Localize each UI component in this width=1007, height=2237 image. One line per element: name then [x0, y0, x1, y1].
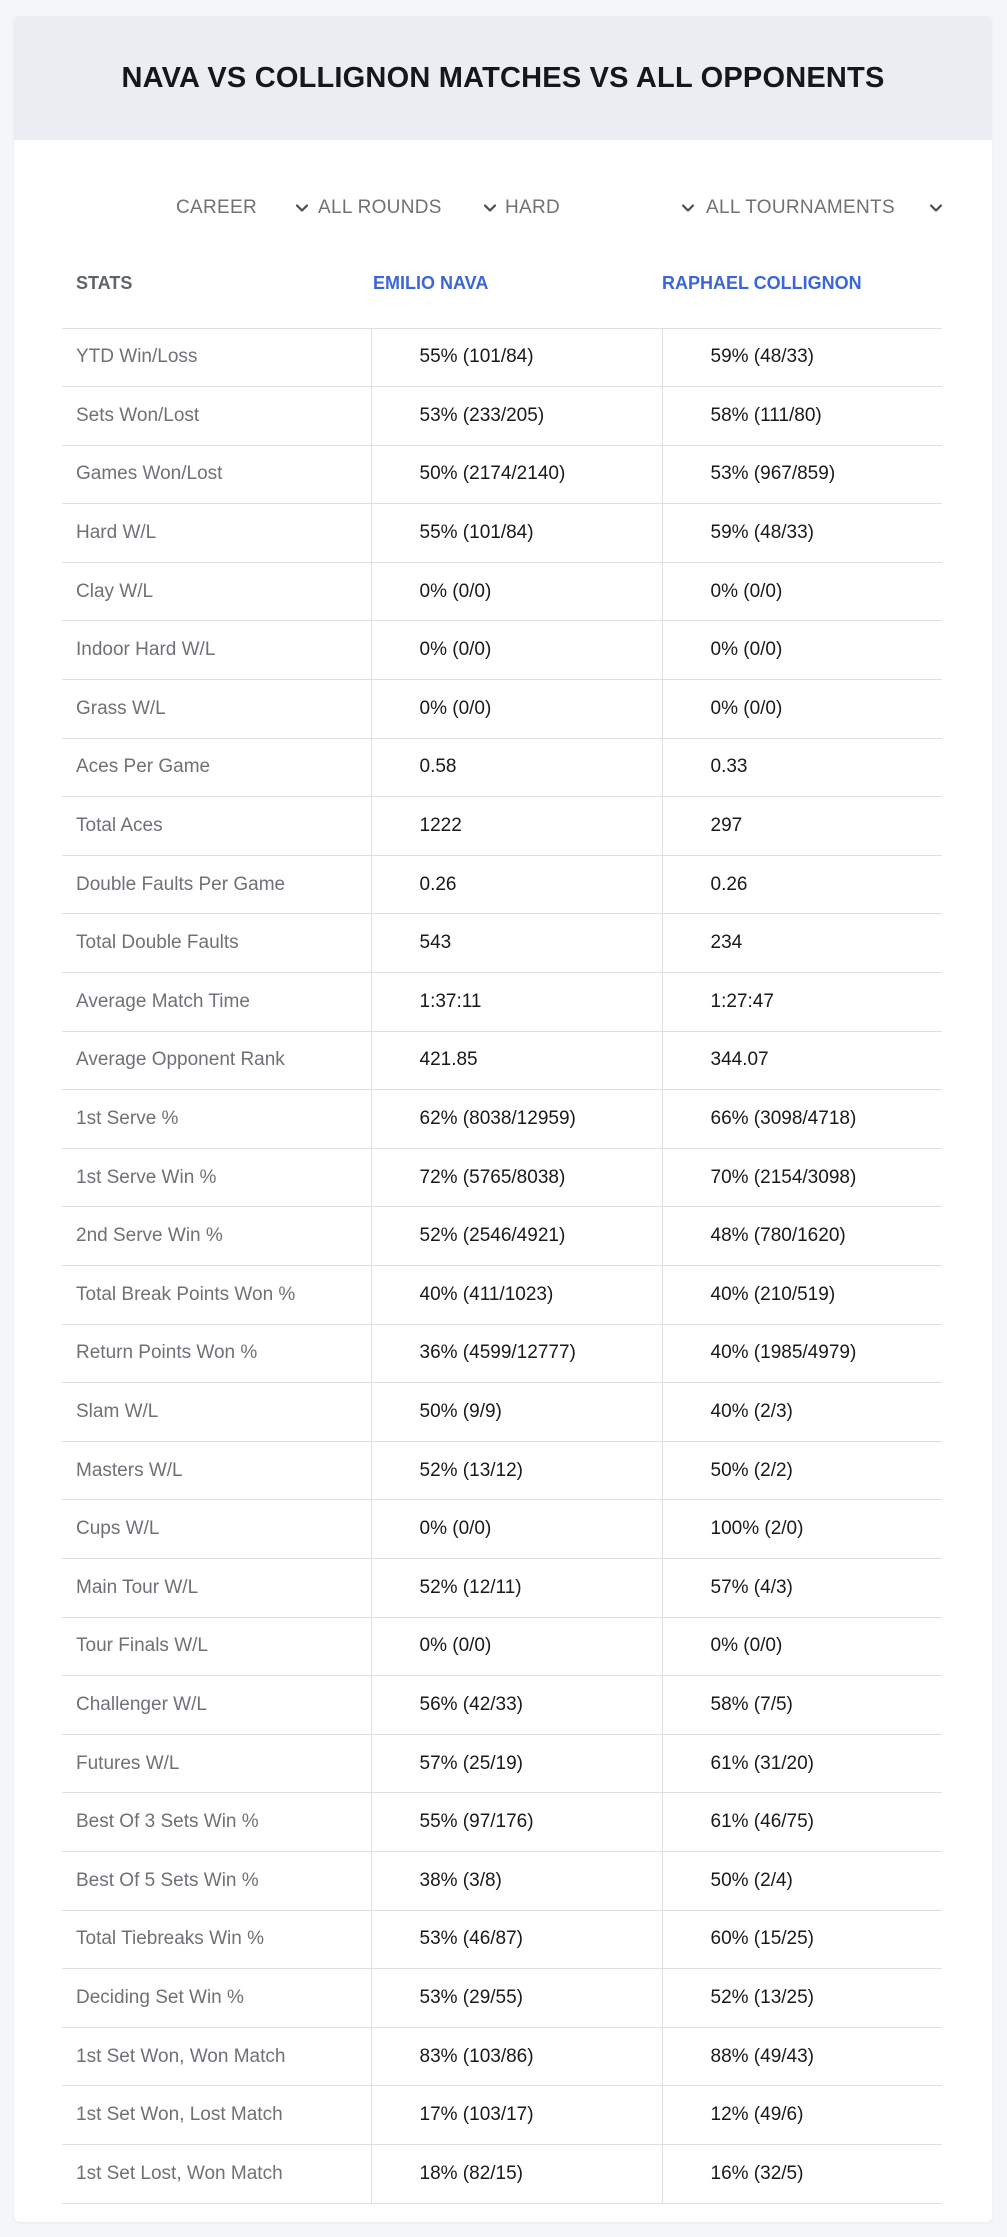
- player2-value: 0.33: [662, 738, 942, 797]
- player1-value: 0.58: [371, 738, 662, 797]
- player2-value: 57% (4/3): [662, 1558, 942, 1617]
- player1-value: 18% (82/15): [371, 2144, 662, 2203]
- table-row: [62, 855, 942, 914]
- player2-value: 297: [662, 797, 942, 856]
- table-row: [62, 387, 942, 446]
- player2-value: 58% (111/80): [662, 387, 942, 446]
- player1-value: 0% (0/0): [371, 680, 662, 739]
- player2-value: 234: [662, 914, 942, 973]
- stats-table: [62, 255, 942, 2204]
- player1-value: 1222: [371, 797, 662, 856]
- table-row: [62, 1207, 942, 1266]
- player2-value: 59% (48/33): [662, 328, 942, 387]
- stat-label: Average Match Time: [62, 973, 371, 1032]
- table-row: [62, 797, 942, 856]
- player2-value: 61% (31/20): [662, 1734, 942, 1793]
- table-row: [62, 2027, 942, 2086]
- page-title: NAVA VS COLLIGNON MATCHES VS ALL OPPONENTS: [121, 61, 885, 94]
- player2-value: 70% (2154/3098): [662, 1148, 942, 1207]
- column-header-stats: STATS: [62, 255, 371, 328]
- stat-label: 1st Set Won, Won Match: [62, 2027, 371, 2086]
- player2-value: 50% (2/4): [662, 1851, 942, 1910]
- player2-value: 1:27:47: [662, 973, 942, 1032]
- stat-label: Return Points Won %: [62, 1324, 371, 1383]
- table-row: [62, 1617, 942, 1676]
- column-header-player1[interactable]: EMILIO NAVA: [371, 255, 662, 328]
- chevron-down-icon: [928, 200, 944, 216]
- player2-value: 0% (0/0): [662, 680, 942, 739]
- player1-value: 0.26: [371, 855, 662, 914]
- rounds-select-value: ALL ROUNDS: [318, 197, 442, 218]
- stat-label: Double Faults Per Game: [62, 855, 371, 914]
- player1-value: 50% (9/9): [371, 1383, 662, 1442]
- table-row: [62, 1851, 942, 1910]
- stat-label: Main Tour W/L: [62, 1558, 371, 1617]
- stat-label: Futures W/L: [62, 1734, 371, 1793]
- player2-value: 59% (48/33): [662, 504, 942, 563]
- player1-value: 1:37:11: [371, 973, 662, 1032]
- stat-label: Total Tiebreaks Win %: [62, 1910, 371, 1969]
- player1-value: 55% (101/84): [371, 504, 662, 563]
- stat-label: Average Opponent Rank: [62, 1031, 371, 1090]
- stat-label: Masters W/L: [62, 1441, 371, 1500]
- stat-label: Cups W/L: [62, 1500, 371, 1559]
- table-row: [62, 1031, 942, 1090]
- player1-value: 56% (42/33): [371, 1676, 662, 1735]
- player1-value: 53% (46/87): [371, 1910, 662, 1969]
- stat-label: 1st Set Lost, Won Match: [62, 2144, 371, 2203]
- chevron-down-icon: [680, 200, 696, 216]
- table-row: [62, 1441, 942, 1500]
- stat-label: Deciding Set Win %: [62, 1969, 371, 2028]
- player1-value: 55% (97/176): [371, 1793, 662, 1852]
- player2-value: 0% (0/0): [662, 562, 942, 621]
- table-row: [62, 973, 942, 1032]
- player2-value: 50% (2/2): [662, 1441, 942, 1500]
- card-header: [14, 16, 992, 140]
- table-row: [62, 680, 942, 739]
- chevron-down-icon: [294, 200, 310, 216]
- table-row: [62, 1324, 942, 1383]
- stat-label: Total Break Points Won %: [62, 1266, 371, 1325]
- stat-label: Games Won/Lost: [62, 445, 371, 504]
- stat-label: Best Of 5 Sets Win %: [62, 1851, 371, 1910]
- player1-value: 0% (0/0): [371, 562, 662, 621]
- table-row: [62, 504, 942, 563]
- surface-select[interactable]: [505, 188, 705, 228]
- player2-value: 58% (7/5): [662, 1676, 942, 1735]
- player2-value: 52% (13/25): [662, 1969, 942, 2028]
- column-header-player2[interactable]: RAPHAEL COLLIGNON: [662, 255, 942, 328]
- stat-label: 1st Serve Win %: [62, 1148, 371, 1207]
- stat-label: 2nd Serve Win %: [62, 1207, 371, 1266]
- tournaments-select[interactable]: [706, 188, 946, 228]
- table-row: [62, 1148, 942, 1207]
- stat-label: 1st Set Won, Lost Match: [62, 2086, 371, 2145]
- player1-value: 50% (2174/2140): [371, 445, 662, 504]
- player2-value: 0.26: [662, 855, 942, 914]
- stat-label: Total Aces: [62, 797, 371, 856]
- table-row: [62, 1793, 942, 1852]
- player2-value: 40% (210/519): [662, 1266, 942, 1325]
- player2-value: 61% (46/75): [662, 1793, 942, 1852]
- player2-value: 60% (15/25): [662, 1910, 942, 1969]
- player1-value: 53% (29/55): [371, 1969, 662, 2028]
- stat-label: Hard W/L: [62, 504, 371, 563]
- table-row: [62, 328, 942, 387]
- player1-value: 52% (2546/4921): [371, 1207, 662, 1266]
- table-row: [62, 1734, 942, 1793]
- period-select[interactable]: [176, 188, 306, 228]
- table-row: [62, 1266, 942, 1325]
- player2-value: 0% (0/0): [662, 621, 942, 680]
- stat-label: 1st Serve %: [62, 1090, 371, 1149]
- table-row: [62, 1500, 942, 1559]
- stat-label: Indoor Hard W/L: [62, 621, 371, 680]
- player1-value: 0% (0/0): [371, 1617, 662, 1676]
- rounds-select[interactable]: [318, 188, 498, 228]
- table-row: [62, 445, 942, 504]
- player1-value: 52% (12/11): [371, 1558, 662, 1617]
- player2-value: 53% (967/859): [662, 445, 942, 504]
- player1-value: 57% (25/19): [371, 1734, 662, 1793]
- player1-value: 0% (0/0): [371, 621, 662, 680]
- stat-label: Challenger W/L: [62, 1676, 371, 1735]
- table-row: [62, 1910, 942, 1969]
- table-row: [62, 738, 942, 797]
- player1-value: 52% (13/12): [371, 1441, 662, 1500]
- player1-value: 36% (4599/12777): [371, 1324, 662, 1383]
- player2-value: 100% (2/0): [662, 1500, 942, 1559]
- table-row: [62, 2086, 942, 2145]
- table-row: [62, 2144, 942, 2203]
- stats-card: [14, 16, 992, 2222]
- player1-value: 40% (411/1023): [371, 1266, 662, 1325]
- player2-value: 0% (0/0): [662, 1617, 942, 1676]
- player1-value: 72% (5765/8038): [371, 1148, 662, 1207]
- table-row: [62, 562, 942, 621]
- player1-value: 55% (101/84): [371, 328, 662, 387]
- player1-value: 38% (3/8): [371, 1851, 662, 1910]
- player2-value: 40% (1985/4979): [662, 1324, 942, 1383]
- stat-label: YTD Win/Loss: [62, 328, 371, 387]
- stat-label: Clay W/L: [62, 562, 371, 621]
- chevron-down-icon: [482, 200, 498, 216]
- table-header-row: [62, 255, 942, 328]
- player1-value: 62% (8038/12959): [371, 1090, 662, 1149]
- stats-table-body: [62, 328, 942, 2203]
- player2-value: 66% (3098/4718): [662, 1090, 942, 1149]
- player2-value: 88% (49/43): [662, 2027, 942, 2086]
- player2-value: 40% (2/3): [662, 1383, 942, 1442]
- tournaments-select-value: ALL TOURNAMENTS: [706, 197, 895, 218]
- stat-label: Grass W/L: [62, 680, 371, 739]
- stat-label: Slam W/L: [62, 1383, 371, 1442]
- filter-bar: [14, 188, 992, 228]
- player2-value: 48% (780/1620): [662, 1207, 942, 1266]
- stat-label: Tour Finals W/L: [62, 1617, 371, 1676]
- player1-value: 53% (233/205): [371, 387, 662, 446]
- player2-value: 344.07: [662, 1031, 942, 1090]
- player2-value: 12% (49/6): [662, 2086, 942, 2145]
- table-row: [62, 621, 942, 680]
- player1-value: 543: [371, 914, 662, 973]
- stat-label: Best Of 3 Sets Win %: [62, 1793, 371, 1852]
- surface-select-value: HARD: [505, 197, 561, 218]
- table-row: [62, 1676, 942, 1735]
- stat-label: Total Double Faults: [62, 914, 371, 973]
- table-row: [62, 914, 942, 973]
- player1-value: 83% (103/86): [371, 2027, 662, 2086]
- stat-label: Aces Per Game: [62, 738, 371, 797]
- player2-value: 16% (32/5): [662, 2144, 942, 2203]
- player1-value: 17% (103/17): [371, 2086, 662, 2145]
- period-select-value: CAREER: [176, 197, 257, 218]
- table-row: [62, 1969, 942, 2028]
- table-row: [62, 1558, 942, 1617]
- player1-value: 0% (0/0): [371, 1500, 662, 1559]
- table-row: [62, 1383, 942, 1442]
- player1-value: 421.85: [371, 1031, 662, 1090]
- stat-label: Sets Won/Lost: [62, 387, 371, 446]
- table-row: [62, 1090, 942, 1149]
